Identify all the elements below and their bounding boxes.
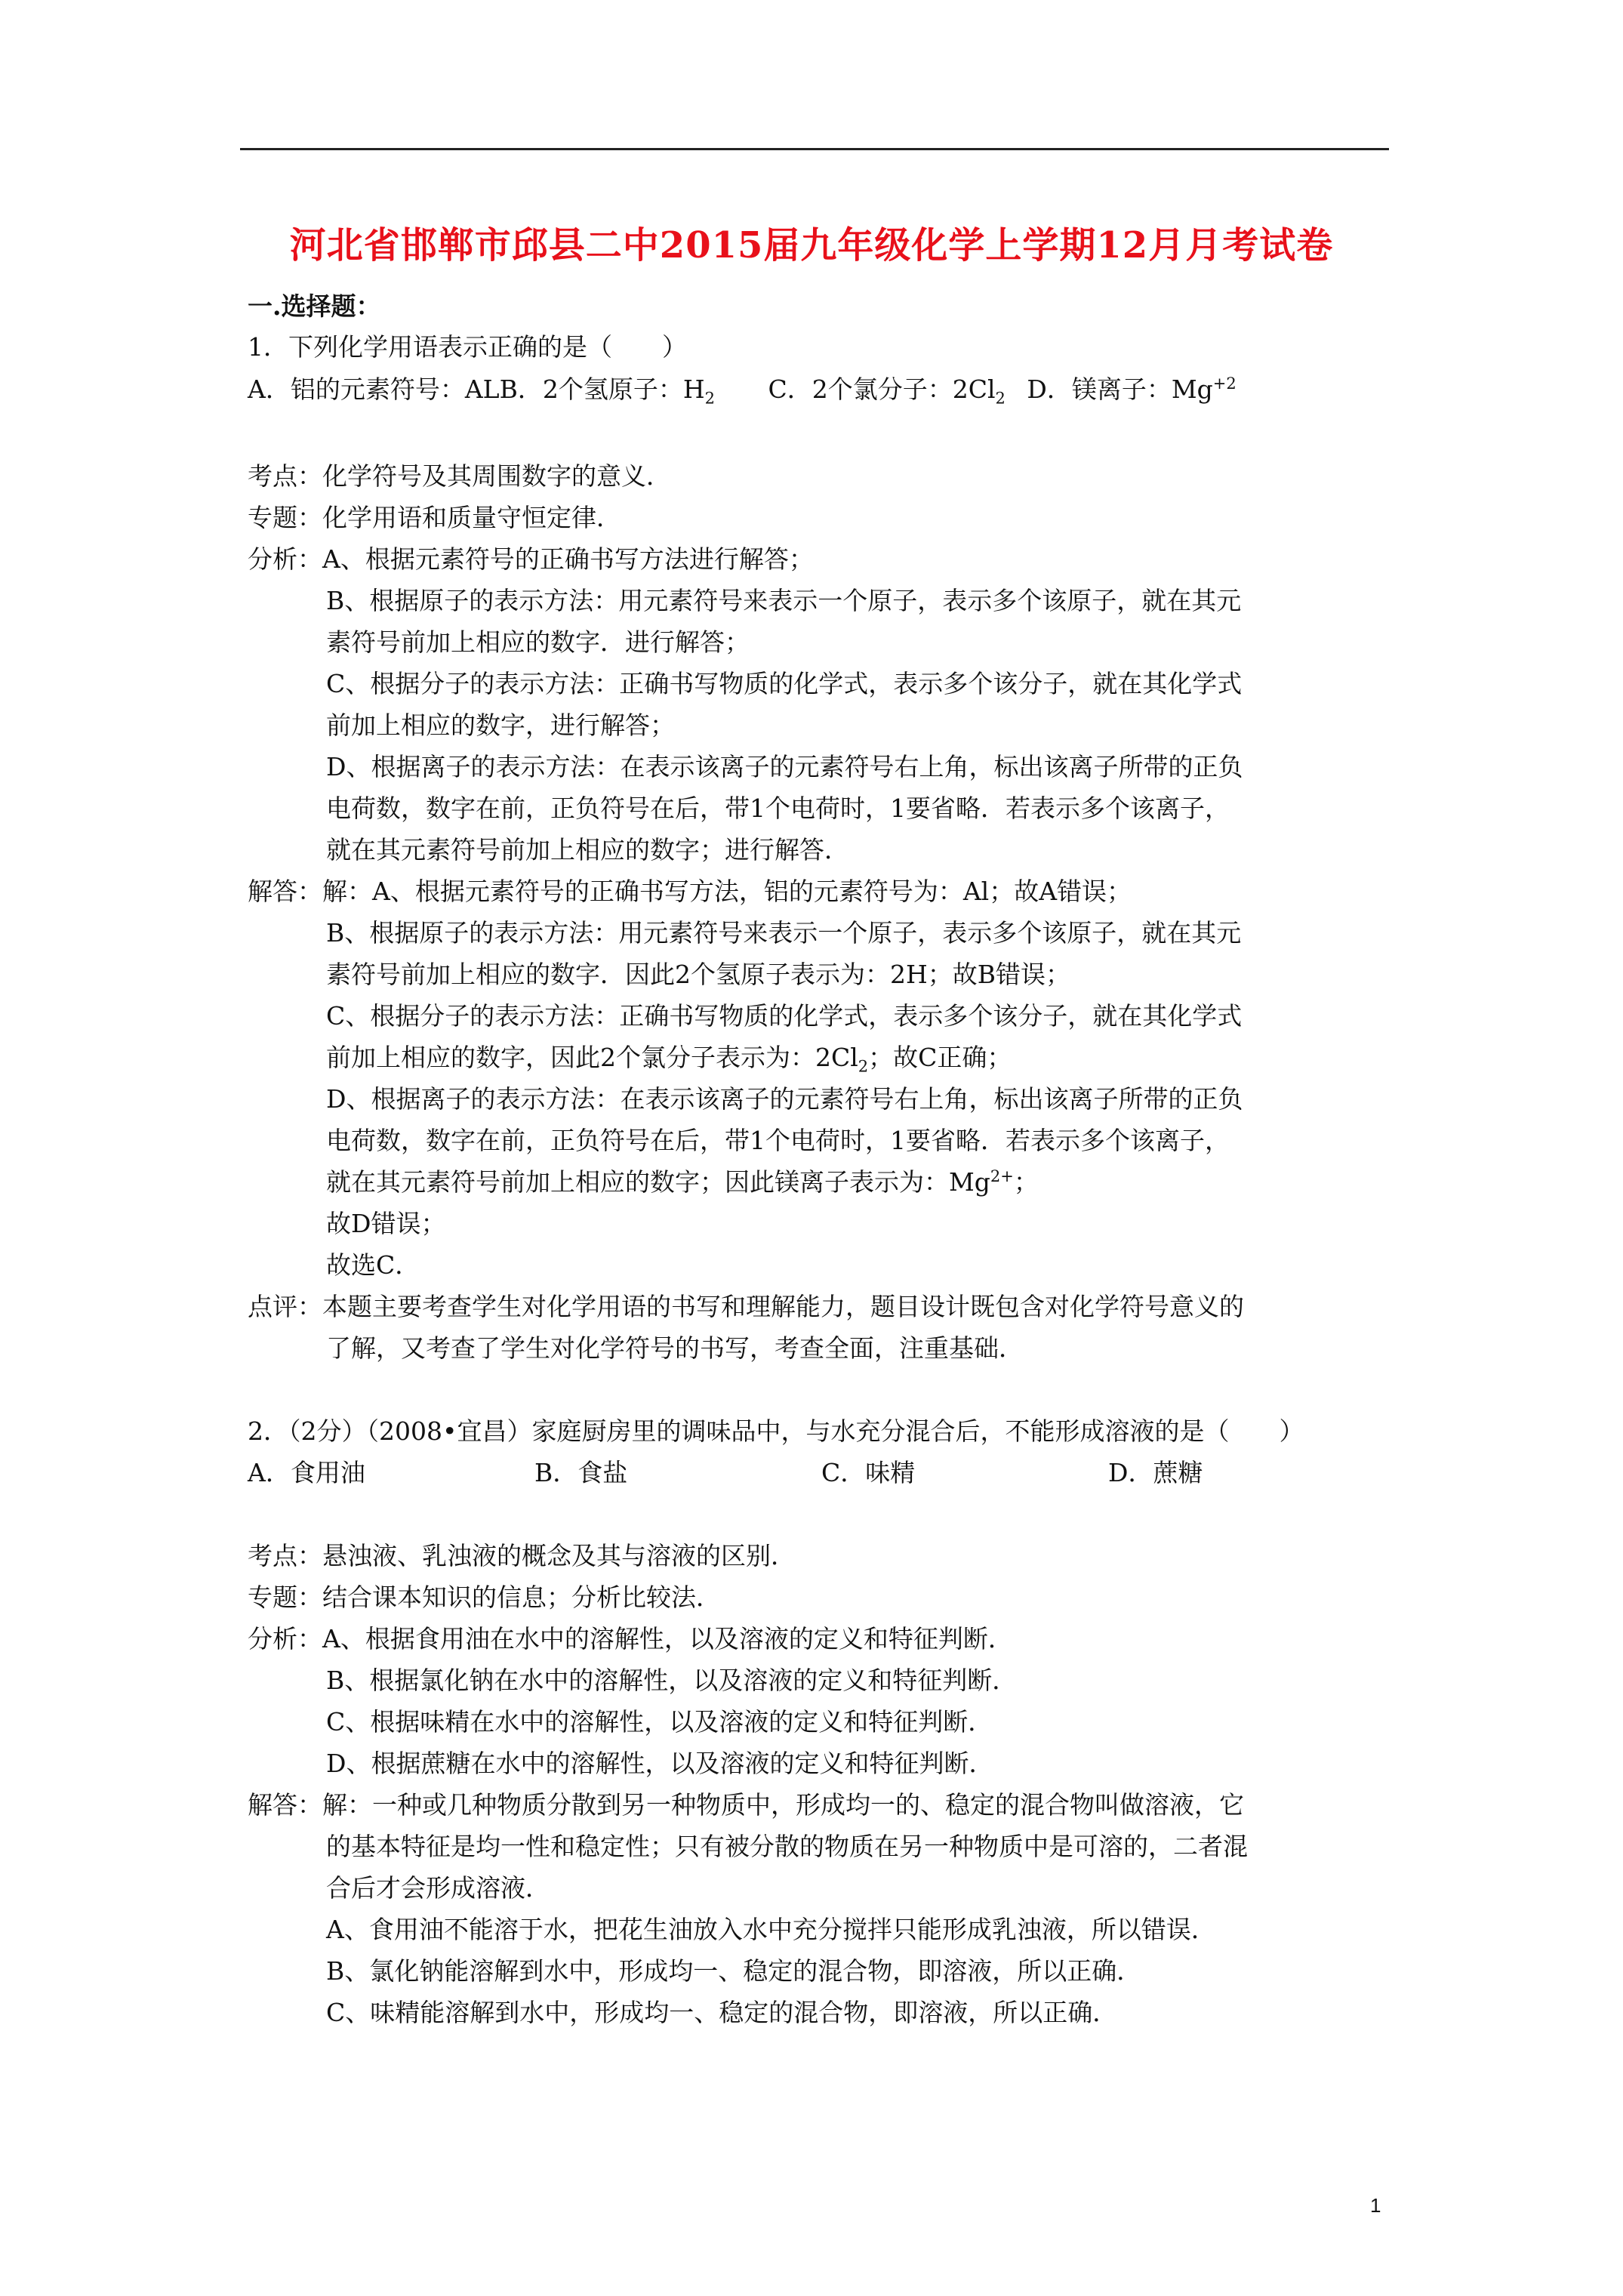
q1-option-b: B．2个氢原子：$H_2$ [499, 374, 715, 408]
q1-jieda-line: 素符号前加上相应的数字．因此2个氢原子表示为：2H；故B错误； [326, 960, 1071, 989]
q2-stem: 2．（2分）（2008•宜昌）家庭厨房里的调味品中，与水充分混合后，不能形成溶液的是（ ） [248, 1416, 1304, 1446]
q1-fenxi-line: 分析：A、根据元素符号的正确书写方法进行解答； [248, 544, 814, 574]
q2-zhuanti: 专题：结合课本知识的信息；分析比较法． [248, 1583, 721, 1612]
q1-jieda-line: C、根据分子的表示方法：正确书写物质的化学式，表示多个该分子，就在其化学式 [326, 1001, 1243, 1031]
q1-zhuanti: 专题：化学用语和质量守恒定律． [248, 503, 621, 532]
q1-stem: 1．下列化学用语表示正确的是（ ） [248, 332, 687, 362]
q2-kaodian: 考点：悬浊液、乳浊液的概念及其与溶液的区别． [248, 1541, 796, 1570]
q1-options [248, 374, 1236, 408]
q2-jieda-line: 的基本特征是均一性和稳定性；只有被分散的物质在另一种物质中是可溶的，二者混 [326, 1832, 1248, 1861]
q2-fenxi-line: C、根据味精在水中的溶解性，以及溶液的定义和特征判断． [326, 1707, 993, 1737]
q2-jieda-line: 解答：解：一种或几种物质分散到另一种物质中，形成均一的、稳定的混合物叫做溶液，它 [248, 1790, 1244, 1820]
q2-option-a: A．食用油 [248, 1458, 365, 1487]
q2-options [248, 1458, 1203, 1488]
q1-jieda-line: 故D错误； [326, 1209, 446, 1238]
header-rule [240, 148, 1389, 150]
q2-option-c: C．味精 [821, 1458, 916, 1487]
q1-fenxi-line: D、根据离子的表示方法：在表示该离子的元素符号右上角，标出该离子所带的正负 [326, 752, 1243, 781]
q1-dianping-line: 了解，又考查了学生对化学符号的书写，考查全面，注重基础． [326, 1333, 1024, 1363]
q2-jieda-line: 合后才会形成溶液． [326, 1873, 550, 1903]
q1-fenxi-line: 电荷数，数字在前，正负符号在后，带1个电荷时，1要省略．若表示多个该离子， [326, 794, 1230, 823]
q1-fenxi-line: C、根据分子的表示方法：正确书写物质的化学式，表示多个该分子，就在其化学式 [326, 669, 1243, 698]
q2-fenxi-line: D、根据蔗糖在水中的溶解性，以及溶液的定义和特征判断． [326, 1749, 994, 1778]
q1-fenxi-line: 素符号前加上相应的数字．进行解答； [326, 627, 750, 657]
q2-jieda-line: B、氯化钠能溶解到水中，形成均一、稳定的混合物，即溶液，所以正确． [326, 1956, 1142, 1986]
q1-fenxi-line: 前加上相应的数字，进行解答； [326, 710, 675, 740]
q1-jieda-line: 解答：解：A、根据元素符号的正确书写方法，铝的元素符号为：Al；故A错误； [248, 877, 1132, 906]
q1-jieda-line: D、根据离子的表示方法：在表示该离子的元素符号右上角，标出该离子所带的正负 [326, 1084, 1243, 1114]
q1-jieda-cl-line: 前加上相应的数字，因此2个氯分子表示为：$2Cl_2$；故C正确； [326, 1043, 1012, 1076]
q2-jieda-line: C、味精能溶解到水中，形成均一、稳定的混合物，即溶液，所以正确． [326, 1998, 1118, 2027]
q1-fenxi-line: B、根据原子的表示方法：用元素符号来表示一个原子，表示多个该原子，就在其元 [326, 586, 1242, 615]
q1-fenxi-line: 就在其元素符号前加上相应的数字；进行解答． [326, 835, 849, 864]
q1-jieda-line: 故选C． [326, 1250, 420, 1280]
q1-option-d: D．镁离子：$Mg^{+2}$ [1027, 374, 1236, 404]
q1-jieda-mg-line: 就在其元素符号前加上相应的数字；因此镁离子表示为：$Mg^{2+}$； [326, 1167, 1039, 1197]
q1-kaodian: 考点：化学符号及其周围数字的意义． [248, 461, 671, 491]
q1-jieda-line: B、根据原子的表示方法：用元素符号来表示一个原子，表示多个该原子，就在其元 [326, 918, 1242, 948]
q2-fenxi-line: 分析：A、根据食用油在水中的溶解性，以及溶液的定义和特征判断． [248, 1624, 1013, 1653]
q2-fenxi-line: B、根据氯化钠在水中的溶解性，以及溶液的定义和特征判断． [326, 1666, 1018, 1695]
page-number: 1 [1370, 2194, 1381, 2217]
q2-jieda-line: A、食用油不能溶于水，把花生油放入水中充分搅拌只能形成乳浊液，所以错误． [326, 1915, 1216, 1944]
q2-option-b: B．食盐 [534, 1458, 628, 1487]
section-heading: 一.选择题： [248, 291, 381, 321]
q1-dianping-line: 点评：本题主要考查学生对化学用语的书写和理解能力，题目设计既包含对化学符号意义的 [248, 1292, 1244, 1321]
q1-option-c: C．2个氯分子：$2Cl_2$ [768, 374, 1006, 408]
q1-option-a: A．铝的元素符号：AL [248, 374, 500, 404]
q1-jieda-line: 电荷数，数字在前，正负符号在后，带1个电荷时，1要省略．若表示多个该离子， [326, 1126, 1230, 1155]
exam-title: 河北省邯郸市邱县二中2015届九年级化学上学期12月月考试卷 [289, 224, 1334, 267]
q2-option-d: D．蔗糖 [1108, 1458, 1203, 1487]
